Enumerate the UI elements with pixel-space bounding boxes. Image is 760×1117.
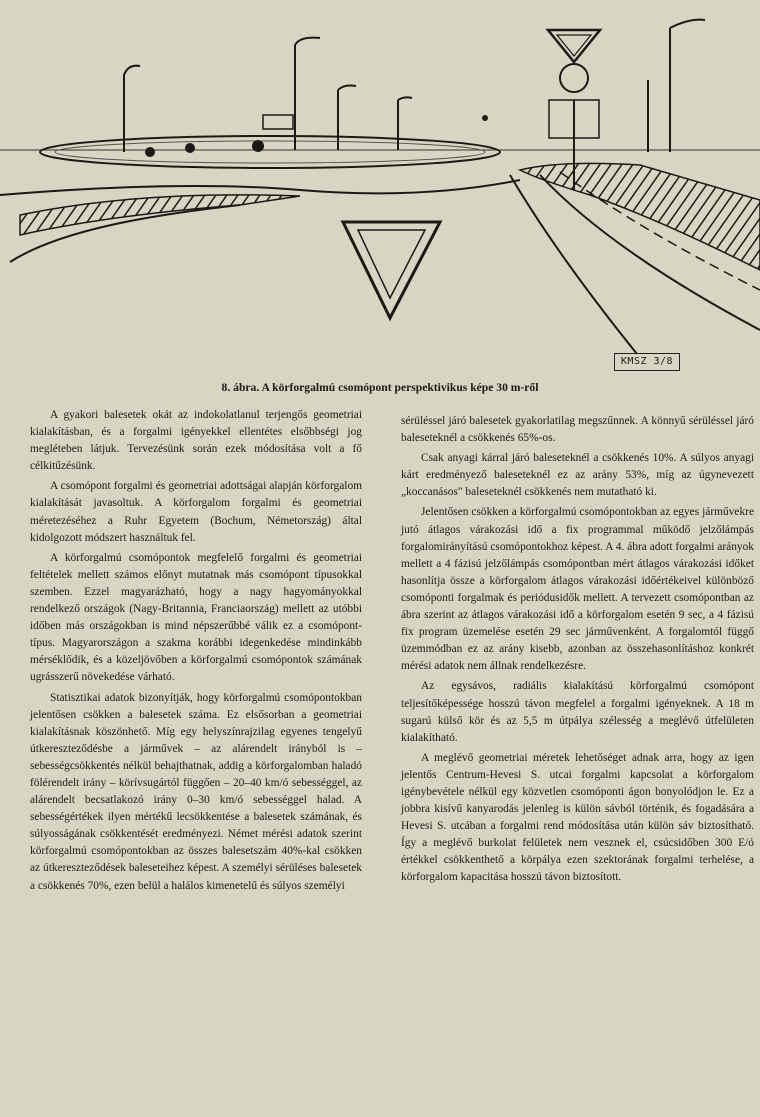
roundabout-perspective-figure: [0, 0, 760, 380]
paragraph: A csomópont forgalmi és geometriai adottságai alapján körforgalom kialakítását javasoltuk. A körforgalom forgalmi és geometriai méretezéséhez a Ruhr Egyetem (Bochum, Németország) által kidolgozott módszert használtuk fel.: [30, 480, 362, 544]
figure-stamp: KMSZ 3/8: [614, 353, 680, 371]
paragraph: A meglévő geometriai méretek lehetőséget adnak arra, hogy az igen jelentős Centrum-Hevesi S. utcai forgalmi kapcsolat a körforgalom igénybevétele nélkül egy közvetlen csomóponti ágon bonyolódjon le. Ez a jobbra kisívű kanyarodás jelenleg is külön sávból történik, és fogadására a Hevesi S. utcában a forgalmi rend módosítása után külön sáv biztosítható. Így a meglévő burkolat felületek nem vesznek el, csúcsidőben 300 E/ó értékkel csökkenthető a körpálya ezen szektorának forgalmi terhelése, a körforgalom kapacitása hosszú távon biztosított.: [401, 751, 754, 884]
paragraph: Jelentősen csökken a körforgalmú csomópontokban az egyes járművekre jutó átlagos várakozási idő a fix programmal működő jelzőlámpás forgalomirányítású csomópontokhoz képest. A 4. ábra adott forgalmi arányok mellett a 4 fázisú jelzőlámpás csomópontban mért átlagos várakozási időket hasonlítja össze a körforgalom átlagos várakozási időértékeivel különböző csomóponti forgalmak és periódusidők mellett. A tervezett csomópontban az ábra szerint az átlagos várakozási idő a körforgalom esetén 9 sec, a 4 fázisú fix program üzemelése esetén 29 sec járművenként. A forgalomtól függő üzemmódban ez az arány kisebb, azonban az összehasonlításhoz konkrét mérési adatok nem állnak rendelkezésre.: [401, 506, 754, 673]
roundabout-drawing: [0, 0, 760, 380]
paragraph: Statisztikai adatok bizonyítják, hogy körforgalmú csomópontokban jelentősen csökken a balesetek száma. Ez elsősorban a geometriai kialakításnak köszönhető. Míg egy helyszínrajzilag egyenes tengelyű útkereszteződésbe a járművek – az alárendelt irányból is – sebességcsökkentés nélkül behajthatnak, addig a körforgalomban haladó fölérendelt irány – körívsugártól függően – 20–40 km/ó sebességgel, az alárendelt becsatlakozó irány 0–30 km/ó sebességgel halad. A sebességértékek ilyen mértékű lecsökkentése a balesetek számának, és súlyosságának csökkentését eredményezi. Német mérési adatok szerint körforgalmú csomópontokban az összes balesetszám 40%-kal csökken az útkereszteződések baleseteihez képest. A személyi sérüléses balesetek a csökkenés 70%, ezen belül a halálos kimenetelű és súlyos személyi: [30, 691, 362, 892]
paragraph: A gyakori balesetek okát az indokolatlanul terjengős geometriai kialakításban, és a forgalmi igényekkel ellentétes elsőbbségi jog megléteben látjuk. Tervezésünk során ezek módosítása volt a fő célkitűzésünk.: [30, 409, 362, 473]
paragraph: A körforgalmú csomópontok megfelelő forgalmi és geometriai feltételek mellett számos előnyt mutatnak más csomópont típusokkal szemben. Ezzel magyarázható, hogy a nagy hagyományokkal rendelkező országok (Nagy-Britannia, Franciaország) mellett az utóbbi időben más országokban is mind népszerűbbé válik ez a csomópont-típus. Magyarországon a szakma korábbi idegenkedése mindinkább mérséklődik, és a közeljövőben a körforgalmú csomópontok számának ugrásszerű növekedése várható.: [30, 551, 362, 684]
right-column: [401, 413, 754, 890]
paragraph-continuation: sérüléssel járó balesetek gyakorlatilag megszűnnek. A könnyű sérüléssel járó baleseteknél a csökkenés 65%-os.: [401, 415, 754, 445]
figure-caption: 8. ábra. A körforgalmú csomópont perspektivikus képe 30 m-ről: [221, 381, 539, 394]
paragraph: Az egysávos, radiális kialakítású körforgalmú csomópont teljesítőképessége hosszú távon megfelel a forgalmi igényeknek. A 18 m sugarú külső kör és az 5,5 m útpálya szélesség a meglévő útfelületen kialakítható.: [401, 680, 754, 744]
paragraph: Csak anyagi kárral járó baleseteknél a csökkenés 10%. A súlyos anyagi kárt eredményező baleseteknél ez az arány 53%, míg az úgynevezett „koccanásos" baleseteknél csökkenés nem mutatható ki.: [401, 452, 754, 499]
left-column: [30, 407, 362, 898]
